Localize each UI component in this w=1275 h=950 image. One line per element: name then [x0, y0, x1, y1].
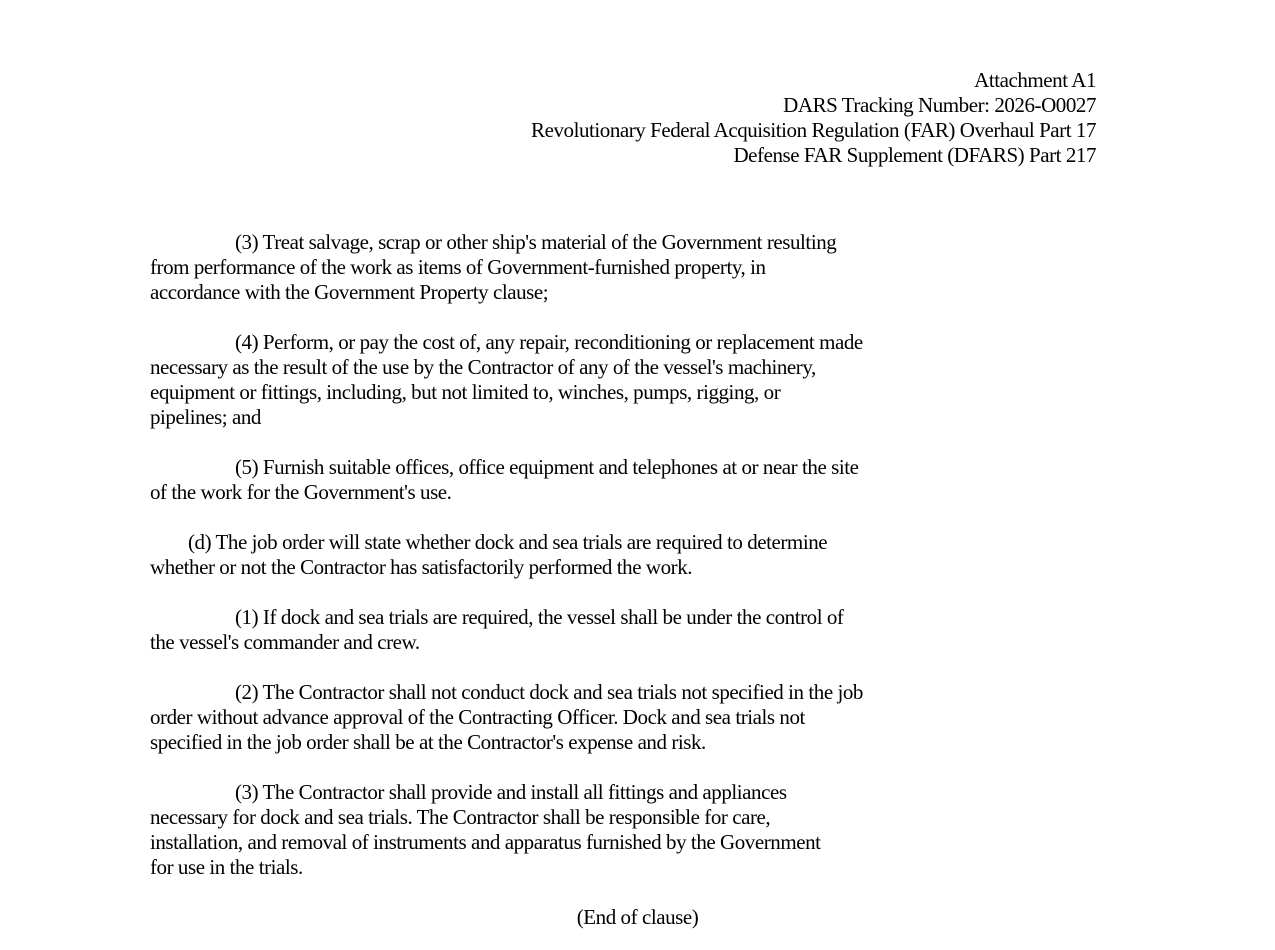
paragraph-line: (2) The Contractor shall not conduct dock and sea trials not specified in the job: [235, 680, 863, 704]
paragraph-line: (1) If dock and sea trials are required, the vessel shall be under the control of: [235, 605, 844, 629]
header-dfars-part: Defense FAR Supplement (DFARS) Part 217: [733, 143, 1096, 167]
header-tracking-number: DARS Tracking Number: 2026-O0027: [783, 93, 1096, 117]
paragraph-c3: [150, 230, 1115, 305]
header-far-part: Revolutionary Federal Acquisition Regulation (FAR) Overhaul Part 17: [531, 118, 1096, 142]
paragraph-line: specified in the job order shall be at the Contractor's expense and risk.: [150, 730, 706, 754]
paragraph-line: order without advance approval of the Contracting Officer. Dock and sea trials not: [150, 705, 805, 729]
paragraph-line: (3) Treat salvage, scrap or other ship's material of the Government resulting: [235, 230, 837, 254]
paragraph-line: (5) Furnish suitable offices, office equipment and telephones at or near the site: [235, 455, 859, 479]
paragraph-line: equipment or fittings, including, but not limited to, winches, pumps, rigging, or: [150, 380, 781, 404]
paragraph-line: (d) The job order will state whether dock and sea trials are required to determine: [188, 530, 828, 554]
paragraph-d3: [150, 780, 1115, 880]
paragraph-line: (3) The Contractor shall provide and install all fittings and appliances: [235, 780, 787, 804]
paragraph-c4: [150, 330, 1115, 430]
header-attachment: Attachment A1: [974, 68, 1096, 92]
paragraph-line: necessary for dock and sea trials. The Contractor shall be responsible for care,: [150, 805, 771, 829]
paragraph-c5: [150, 455, 1115, 505]
paragraph-line: installation, and removal of instruments and apparatus furnished by the Government: [150, 830, 821, 854]
paragraph-line: of the work for the Government's use.: [150, 480, 452, 504]
paragraph-line: accordance with the Government Property clause;: [150, 280, 549, 304]
document-header: [296, 68, 1096, 168]
paragraph-d: [150, 530, 1115, 580]
paragraph-d1: [150, 605, 1115, 655]
document-body: [150, 230, 1115, 930]
paragraph-line: pipelines; and: [150, 405, 261, 429]
paragraph-line: (4) Perform, or pay the cost of, any repair, reconditioning or replacement made: [235, 330, 863, 354]
end-of-clause: (End of clause): [576, 905, 699, 929]
paragraph-line: for use in the trials.: [150, 855, 303, 879]
paragraph-line: whether or not the Contractor has satisfactorily performed the work.: [150, 555, 693, 579]
paragraph-line: from performance of the work as items of Government-furnished property, in: [150, 255, 766, 279]
paragraph-line: necessary as the result of the use by the Contractor of any of the vessel's machinery,: [150, 355, 816, 379]
paragraph-line: the vessel's commander and crew.: [150, 630, 420, 654]
paragraph-d2: [150, 680, 1115, 755]
